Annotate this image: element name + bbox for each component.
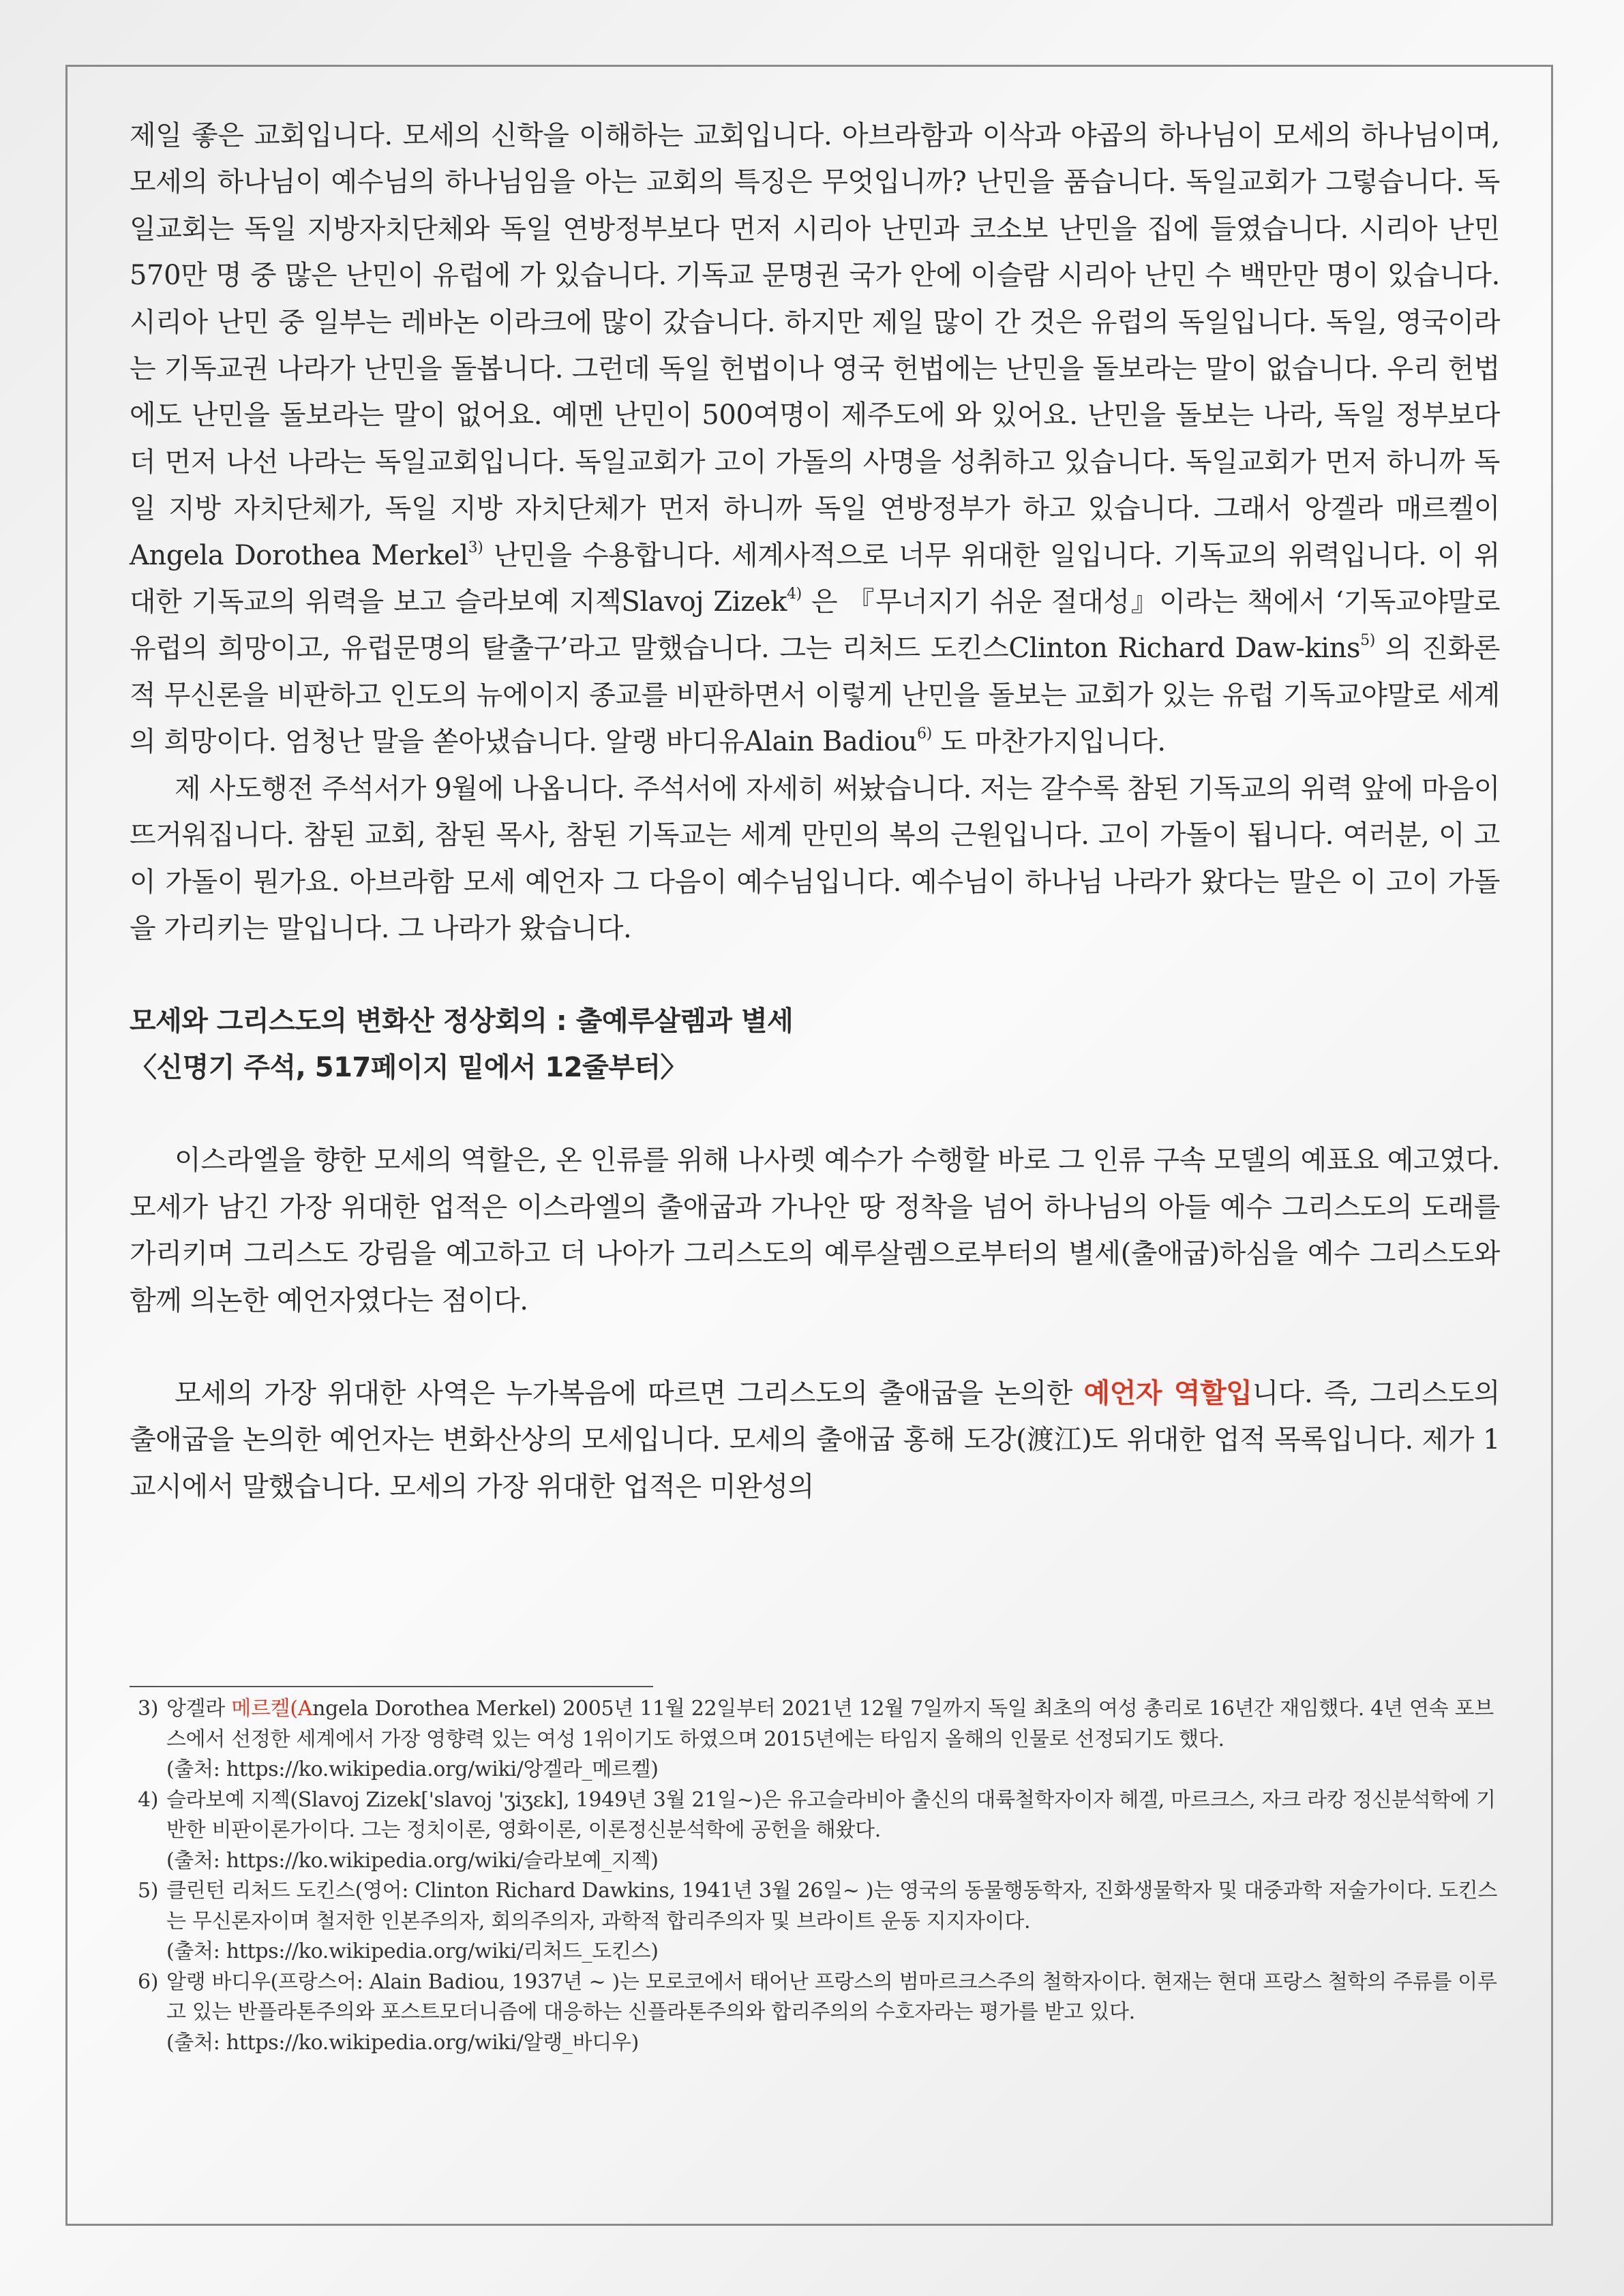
footnote-number: 6) [138, 1969, 159, 1994]
footnote-number: 3) [138, 1697, 159, 1721]
footnote-ref-4[interactable]: 4) [786, 586, 802, 603]
footnote-ref-3[interactable]: 3) [468, 539, 483, 556]
footnote-source-link[interactable]: (출처: https://ko.wikipedia.org/wiki/알랭_바디우) [166, 2030, 640, 2055]
paragraph-3: 이스라엘을 향한 모세의 역할은, 온 인류를 위해 나사렛 예수가 수행할 바로 그 인류 구속 모델의 예표요 예고였다. 모세가 남긴 가장 위대한 업적은 이스라엘의 출애굽과 가나안 땅 정착을 넘어 하나님의 아들 예수 그리스도의 도래를 가리키며 그리스도 강림을 예고하고 더 나아가 그리스도의 예루살렘으로부터의 별세(출애굽)하심을 예수 그리스도와 함께 의논한 예언자였다는 점이다. [130, 1145, 1500, 1316]
footnote-6 [130, 1967, 1500, 2059]
footnotes [130, 1694, 1500, 2058]
footnote-text: 슬라보예 지젝(Slavoj Zizek['slavoj 'ʒiʒɛk], 1949년 3월 21일~)은 유고슬라비아 출신의 대륙철학자이자 헤겔, 마르크스, 자크 라캉 정신분석학에 기반한 비판이론가이다. 그는 정치이론, 영화이론, 이론정신분석학에 공헌을 해왔다. [166, 1787, 1496, 1842]
footnote-source-link[interactable]: (출처: https://ko.wikipedia.org/wiki/슬라보예_지젝) [166, 1848, 659, 1873]
footnote-source-link[interactable]: (출처: https://ko.wikipedia.org/wiki/앙겔라_메르켈) [166, 1757, 659, 1781]
p1-text-4: 의 진화론적 무신론을 비판하고 인도의 뉴에이지 종교를 비판하면서 이렇게 난민을 돌보는 교회가 있는 유럽 기독교야말로 세계의 희망이다. 엄청난 말을 쏟아냈습니다. 알랭 바디유Alain Badiou [130, 633, 1500, 758]
footnote-highlight: 메르켈(A [231, 1697, 313, 1721]
paragraph-2: 제 사도행전 주석서가 9월에 나옵니다. 주석서에 자세히 써놨습니다. 저는 갈수록 참된 기독교의 위력 앞에 마음이 뜨거워집니다. 참된 교회, 참된 목사, 참된 기독교는 세계 만민의 복의 근원입니다. 고이 가돌이 됩니다. 여러분, 이 고이 가돌이 뭔가요. 아브라함 모세 예언자 그 다음이 예수님입니다. 예수님이 하나님 나라가 왔다는 말은 이 고이 가돌을 가리키는 말입니다. 그 나라가 왔습니다. [130, 772, 1500, 944]
footnote-ref-6[interactable]: 6) [917, 725, 932, 743]
footnote-4 [130, 1785, 1500, 1877]
p1-text-1: 제일 좋은 교회입니다. 모세의 신학을 이해하는 교회입니다. 아브라함과 이삭과 야곱의 하나님이 모세의 하나님이며, 모세의 하나님이 예수님의 하나님임을 아는 교회의 특징은 무엇입니까? 난민을 품습니다. 독일교회가 그렇습니다. 독일교회는 독일 지방자치단체와 독일 연방정부보다 먼저 시리아 난민과 코소보 난민을 집에 들였습니다. 시리아 난민 570만 명 중 많은 난민이 유럽에 가 있습니다. 기독교 문명권 국가 안에 이슬람 시리아 난민 수 백만만 명이 있습니다. 시리아 난민 중 일부는 레바논 이라크에 많이 갔습니다. 하지만 제일 많이 간 것은 유럽의 독일입니다. 독일, 영국이라는 기독교권 나라가 난민을 돌봅니다. 그런데 독일 헌법이나 영국 헌법에는 난민을 돌보라는 말이 없습니다. 우리 헌법에도 난민을 돌보라는 말이 없어요. 예멘 난민이 500여명이 제주도에 와 있어요. 난민을 돌보는 나라, 독일 정부보다 더 먼저 나선 나라는 독일교회입니다. 독일교회가 고이 가돌의 사명을 성취하고 있습니다. 독일교회가 먼저 하니까 독일 지방 자치단체가, 독일 지방 자치단체가 먼저 하니까 독일 연방정부가 하고 있습니다. 그래서 앙겔라 매르켈이Angela Dorothea Merkel [130, 120, 1500, 571]
paragraph-4 [130, 1370, 1500, 1510]
section-subheading: 〈신명기 주석, 517페이지 밑에서 12줄부터〉 [130, 1052, 688, 1084]
p4-text-1: 모세의 가장 위대한 사역은 누가복음에 따르면 그리스도의 출애굽을 논의한 [175, 1377, 1084, 1409]
footnote-number: 5) [138, 1879, 159, 1903]
footnote-divider [130, 1686, 653, 1687]
section-heading: 모세와 그리스도의 변화산 정상회의 : 출예루살렘과 별세 [130, 1006, 794, 1038]
highlighted-phrase: 예언자 역할입 [1083, 1377, 1252, 1409]
footnote-source-link[interactable]: (출처: https://ko.wikipedia.org/wiki/리처드_도킨스) [166, 1939, 659, 1963]
footnote-ref-5[interactable]: 5) [1360, 632, 1375, 650]
footnote-number: 4) [138, 1787, 159, 1812]
footnote-text: ngela Dorothea Merkel) 2005년 11월 22일부터 2021년 12월 7일까지 독일 최초의 여성 총리로 16년간 재임했다. 4년 연속 포브스에서 선정한 세계에서 가장 영향력 있는 여성 1위이기도 하였으며 2015년에는 타임지 올해의 인물로 선정되기도 했다. [166, 1697, 1494, 1751]
footnote-pre: 앙겔라 [166, 1697, 232, 1721]
p1-text-5: 도 마찬가지입니다. [931, 726, 1166, 758]
footnote-text: 알랭 바디우(프랑스어: Alain Badiou, 1937년 ~ )는 모로코에서 태어난 프랑스의 범마르크스주의 철학자이다. 현재는 현대 프랑스 철학의 주류를 이루고 있는 반플라톤주의와 포스트모더니즘에 대응하는 신플라톤주의와 합리주의의 수호자라는 평가를 받고 있다. [166, 1969, 1497, 2024]
footnote-3 [130, 1694, 1500, 1785]
p4-text-2: 니다. 즉, 그리스도의 출애굽을 논의한 예언자는 변화산상의 모세입니다. 모세의 출애굽 홍해 도강(渡江)도 위대한 업적 목록입니다. 제가 1교시에서 말했습니다. 모세의 가장 위대한 업적은 미완성의 [130, 1377, 1501, 1502]
p1-text-2: 난민을 수용합니다. 세계사적으로 너무 위대한 일입니다. 기독교의 위력입니다. 이 위대한 기독교의 위력을 보고 슬라보예 지젝Slavoj Zizek [130, 539, 1500, 618]
main-text [130, 112, 1500, 1510]
paragraph-1 [130, 112, 1500, 766]
footnote-5 [130, 1876, 1500, 1967]
footnote-text: 클린턴 리처드 도킨스(영어: Clinton Richard Dawkins, 1941년 3월 26일~ )는 영국의 동물행동학자, 진화생물학자 및 대중과학 저술가이다. 도킨스는 무신론자이며 철저한 인본주의자, 회의주의자, 과학적 합리주의자 및 브라이트 운동 지지자이다. [166, 1879, 1498, 1933]
p1-text-3: 은 『무너지기 쉬운 절대성』이라는 책에서 ‘기독교야말로 유럽의 희망이고, 유럽문명의 탈출구’라고 말했습니다. 그는 리처드 도킨스Clinton Richard Daw-kins [130, 586, 1501, 665]
